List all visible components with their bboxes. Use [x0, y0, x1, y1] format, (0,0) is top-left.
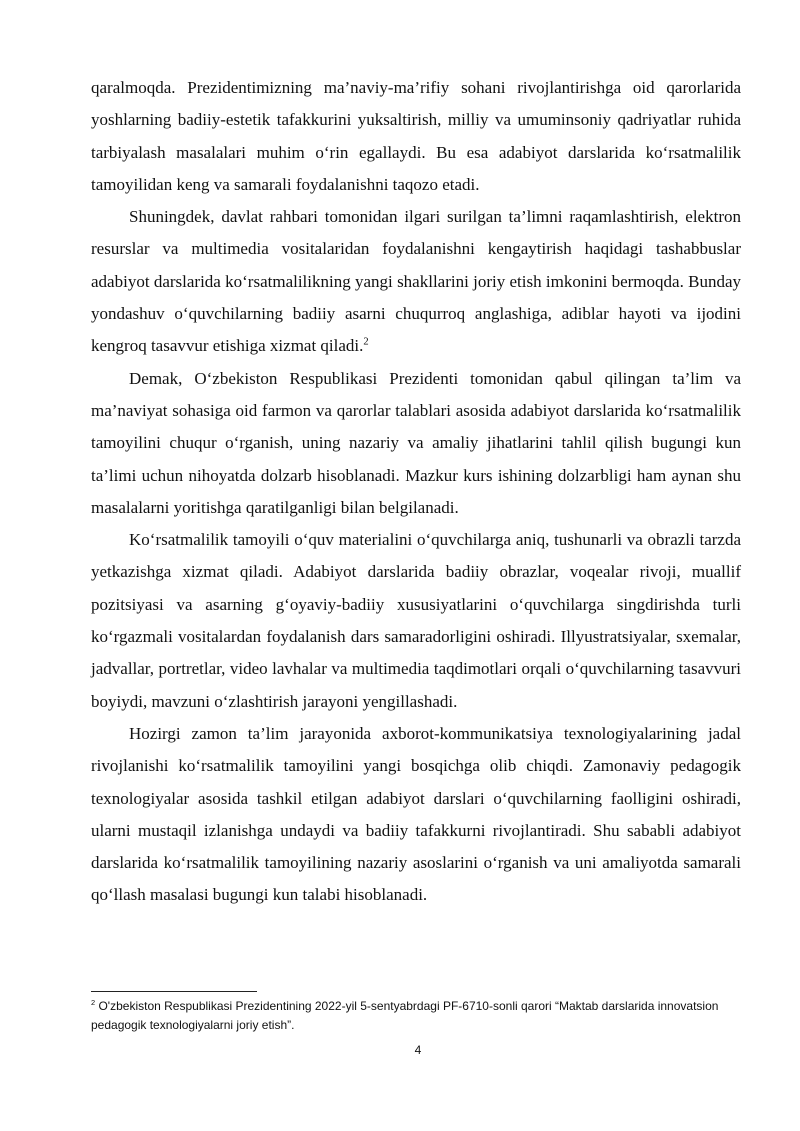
- paragraph-1: [91, 72, 741, 201]
- paragraph-4-text: Ko‘rsatmalilik tamoyili o‘quv materialini o‘quvchilarga aniq, tushunarli va obrazli tarzda yetkazishga xizmat qiladi. Adabiyot darslarida badiiy obrazlar, voqealar rivoji, muallif pozitsiyasi va asarning g‘oyaviy-badiiy xususiyatlarini o‘quvchilarga singdirishda turli ko‘rgazmali vositalardan foydalanish dars samaradorligini oshiradi. Illyustratsiyalar, sxemalar, jadvallar, portretlar, video lavhalar va multimedia taqdimotlari orqali o‘quvchilarning tasavvuri boyiydi, mavzuni o‘zlashtirish jarayoni yengillashadi.: [91, 530, 741, 711]
- paragraph-1-text: qaralmoqda. Prezidentimizning ma’naviy-ma’rifiy sohani rivojlantirishga oid qarorlarida yoshlarning badiiy-estetik tafakkurini yuksaltirish, milliy va umuminsoniy qadriyatlar ruhida tarbiyalash masalalari muhim o‘rin egallaydi. Bu esa adabiyot darslarida ko‘rsatmalilik tamoyilidan keng va samarali foydalanishni taqozo etadi.: [91, 78, 741, 194]
- footnote-separator: [91, 991, 257, 992]
- paragraph-4: [91, 524, 741, 718]
- footnote-reference[interactable]: 2: [363, 336, 369, 348]
- footnote: [91, 997, 741, 1035]
- paragraph-5: [91, 718, 741, 912]
- paragraph-3-text: Demak, O‘zbekiston Respublikasi Prezidenti tomonidan qabul qilingan ta’lim va ma’naviyat sohasiga oid farmon va qarorlar talablari asosida adabiyot darslarida ko‘rsatmalilik tamoyilini chuqur o‘rganish, uning nazariy va amaliy jihatlarini tahlil qilish bugungi kun ta’limi uchun nihoyatda dolzarb hisoblanadi. Mazkur kurs ishining dolzarbligi ham aynan shu masalalarni yoritishga qaratilganligi bilan belgilanadi.: [91, 368, 741, 517]
- paragraph-5-text: Hozirgi zamon ta’lim jarayonida axborot-kommunikatsiya texnologiyalarining jadal rivojlanishi ko‘rsatmalilik tamoyilini yangi bosqichga olib chiqdi. Zamonaviy pedagogik texnologiyalar asosida tashkil etilgan adabiyot darslari o‘quvchilarning faolligini oshiradi, ularni mustaqil izlanishga undaydi va badiiy tafakkurni rivojlantiradi. Shu sababli adabiyot darslarida ko‘rsatmalilik tamoyilining nazariy asoslarini o‘rganish va uni amaliyotda samarali qo‘llash masalasi bugungi kun talabi hisoblanadi.: [91, 723, 741, 905]
- paragraph-3: [91, 363, 741, 524]
- footnote-text: O'zbekiston Respublikasi Prezidentining 2022-yil 5-sentyabrdagi PF-6710-sonli qarori “Maktab darslarida innovatsion pedagogik texnologiyalarni joriy etish”.: [91, 999, 719, 1032]
- document-page: [91, 72, 741, 912]
- paragraph-2-text: Shuningdek, davlat rahbari tomonidan ilgari surilgan ta’limni raqamlashtirish, elektron resurslar va multimedia vositalaridan foydalanishni kengaytirish haqidagi tashabbuslar adabiyot darslarida ko‘rsatmalilikning yangi shakllarini joriy etish imkonini bermoqda. Bunday yondashuv o‘quvchilarning badiiy asarni chuqurroq anglashiga, adiblar hayoti va ijodini kengroq tasavvur etishiga xizmat qiladi.: [91, 207, 741, 356]
- footnote-marker: 2: [91, 998, 96, 1007]
- paragraph-2: [91, 201, 741, 362]
- body-text: [91, 72, 741, 912]
- page-number: 4: [414, 1043, 422, 1057]
